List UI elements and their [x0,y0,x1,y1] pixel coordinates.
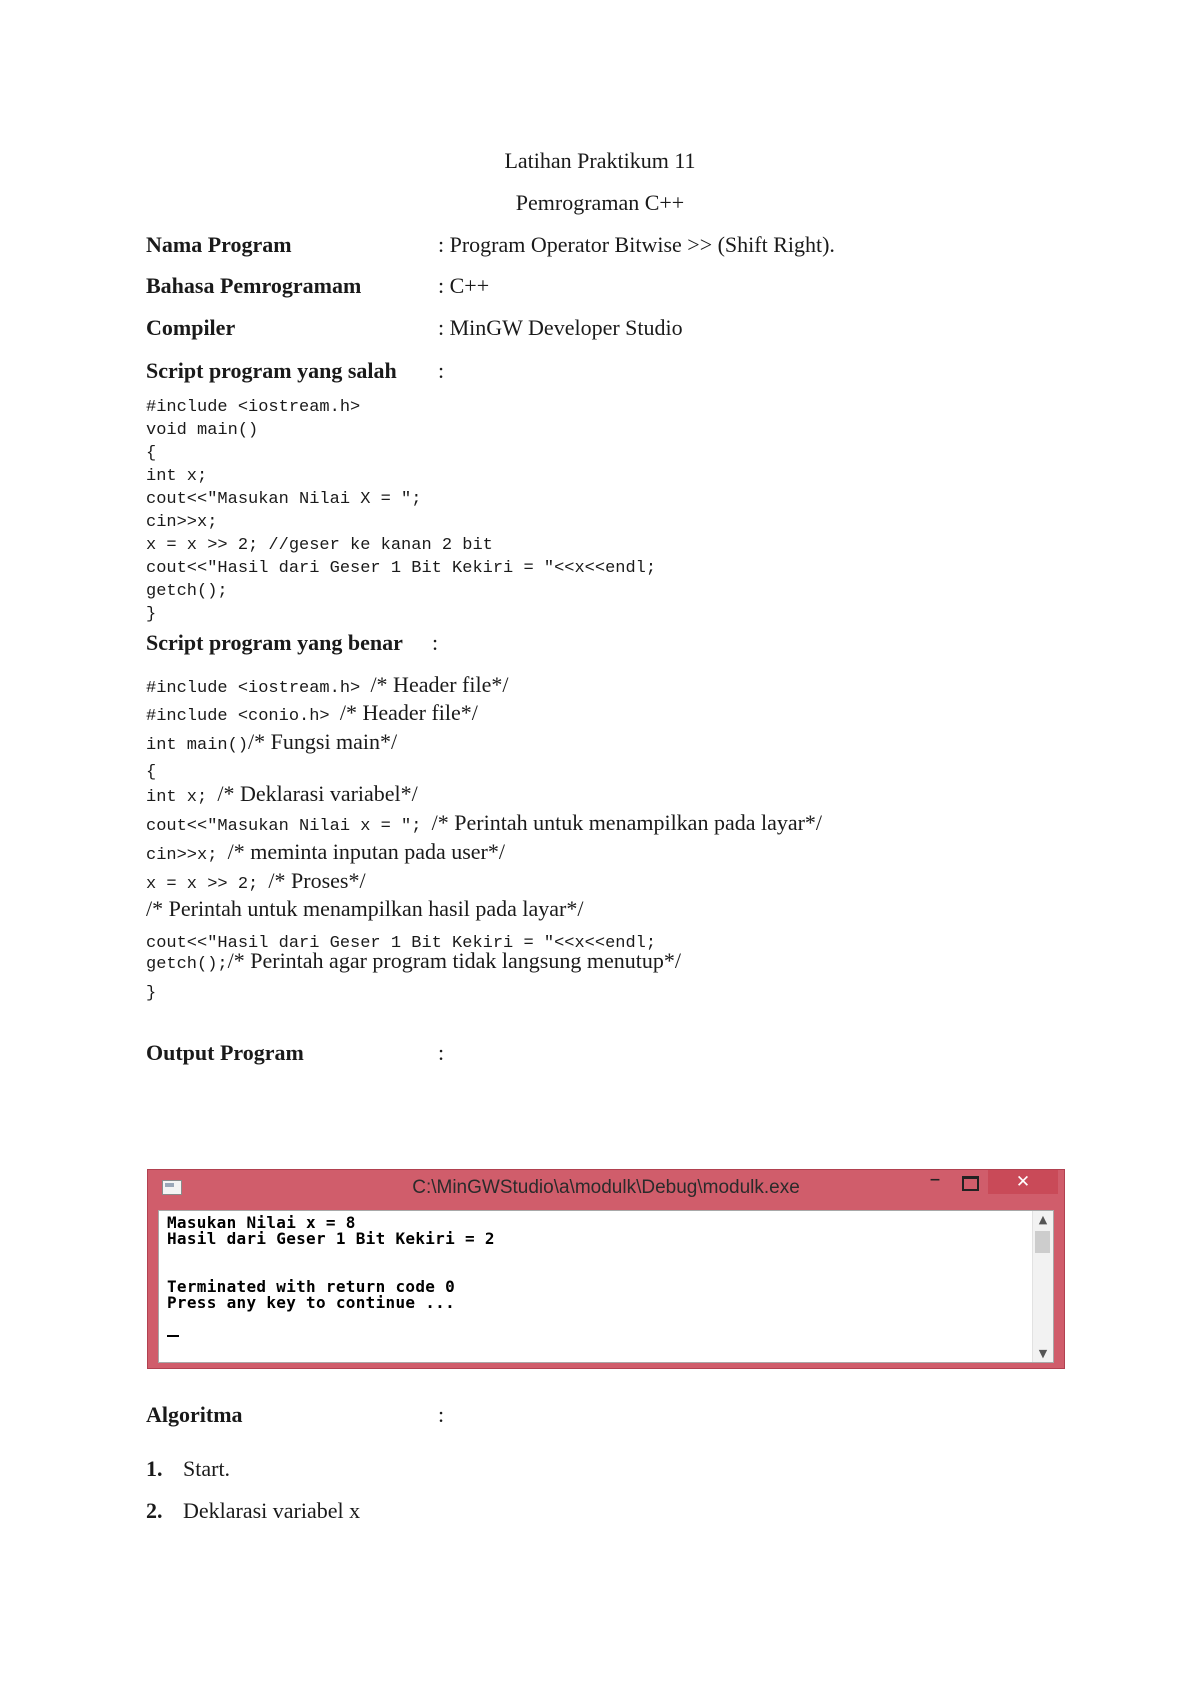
info-label-compiler: Compiler [146,315,236,340]
page-subtitle: Pemrograman C++ [515,190,685,215]
close-button[interactable]: ✕ [988,1170,1058,1194]
console-window [147,1169,1065,1369]
info-label-bahasa: Bahasa Pemrogramam [146,273,362,298]
info-value-compiler: : MinGW Developer Studio [438,315,683,340]
algorithm-heading: Algoritma [146,1402,243,1427]
code-line: cout<<"Masukan Nilai x = "; /* Perintah untuk menampilkan pada layar*/ [146,810,823,836]
console-client[interactable] [158,1210,1054,1363]
code-line: cout<<"Hasil dari Geser 1 Bit Kekiri = "<<x<<endl; [146,934,657,953]
output-colon: : [438,1040,445,1065]
scroll-thumb[interactable] [1035,1231,1050,1253]
vertical-scrollbar[interactable] [1032,1211,1053,1362]
scroll-up-icon[interactable]: ▲ [1038,1213,1048,1226]
maximize-icon [962,1176,979,1191]
maximize-button[interactable] [955,1170,985,1196]
info-value-nama-program: : Program Operator Bitwise >> (Shift Right). [438,232,835,257]
code-line: { [146,763,157,782]
code-line: #include <iostream.h> /* Header file*/ [146,672,509,698]
output-heading: Output Program [146,1040,304,1065]
algorithm-step-text: Start. [183,1456,231,1481]
algorithm-colon: : [438,1402,445,1427]
console-titlebar[interactable] [148,1167,1064,1206]
code-line: } [146,984,157,1003]
info-value-bahasa: : C++ [438,273,490,298]
info-label-nama-program: Nama Program [146,232,292,257]
wrong-script-colon: : [438,358,445,383]
correct-script-colon: : [432,630,439,655]
code-line: #include <conio.h> /* Header file*/ [146,700,478,726]
scroll-down-icon[interactable]: ▼ [1038,1347,1048,1360]
wrong-script-heading: Script program yang salah [146,358,397,383]
algorithm-step-number: 1. [146,1456,163,1481]
algorithm-step-number: 2. [146,1498,163,1523]
page-title: Latihan Praktikum 11 [504,148,696,173]
code-line: getch();/* Perintah agar program tidak langsung menutup*/ [146,948,681,974]
code-line: int main()/* Fungsi main*/ [146,729,398,755]
console-title: C:\MinGWStudio\a\modulk\Debug\modulk.exe [412,1177,800,1198]
code-line: cin>>x; /* meminta inputan pada user*/ [146,839,505,865]
console-output: Masukan Nilai x = 8 Hasil dari Geser 1 Bit Kekiri = 2 Terminated with return code 0 Press any key to continue ... [167,1213,495,1312]
wrong-code-block: #include <iostream.h> void main() { int x; cout<<"Masukan Nilai X = "; cin>>x; x = x >> 2; //geser ke kanan 2 bit cout<<"Hasil dari Geser 1 Bit Kekiri = "<<x<<endl; getch(); } [146,398,657,624]
correct-script-heading: Script program yang benar [146,630,403,655]
algorithm-step-text: Deklarasi variabel x [183,1498,361,1523]
minimize-button[interactable]: – [929,1167,941,1192]
code-line: /* Perintah untuk menampilkan hasil pada layar*/ [146,896,584,921]
code-line: x = x >> 2; /* Proses*/ [146,868,366,894]
code-line: int x; /* Deklarasi variabel*/ [146,781,418,807]
console-cursor [167,1335,179,1337]
